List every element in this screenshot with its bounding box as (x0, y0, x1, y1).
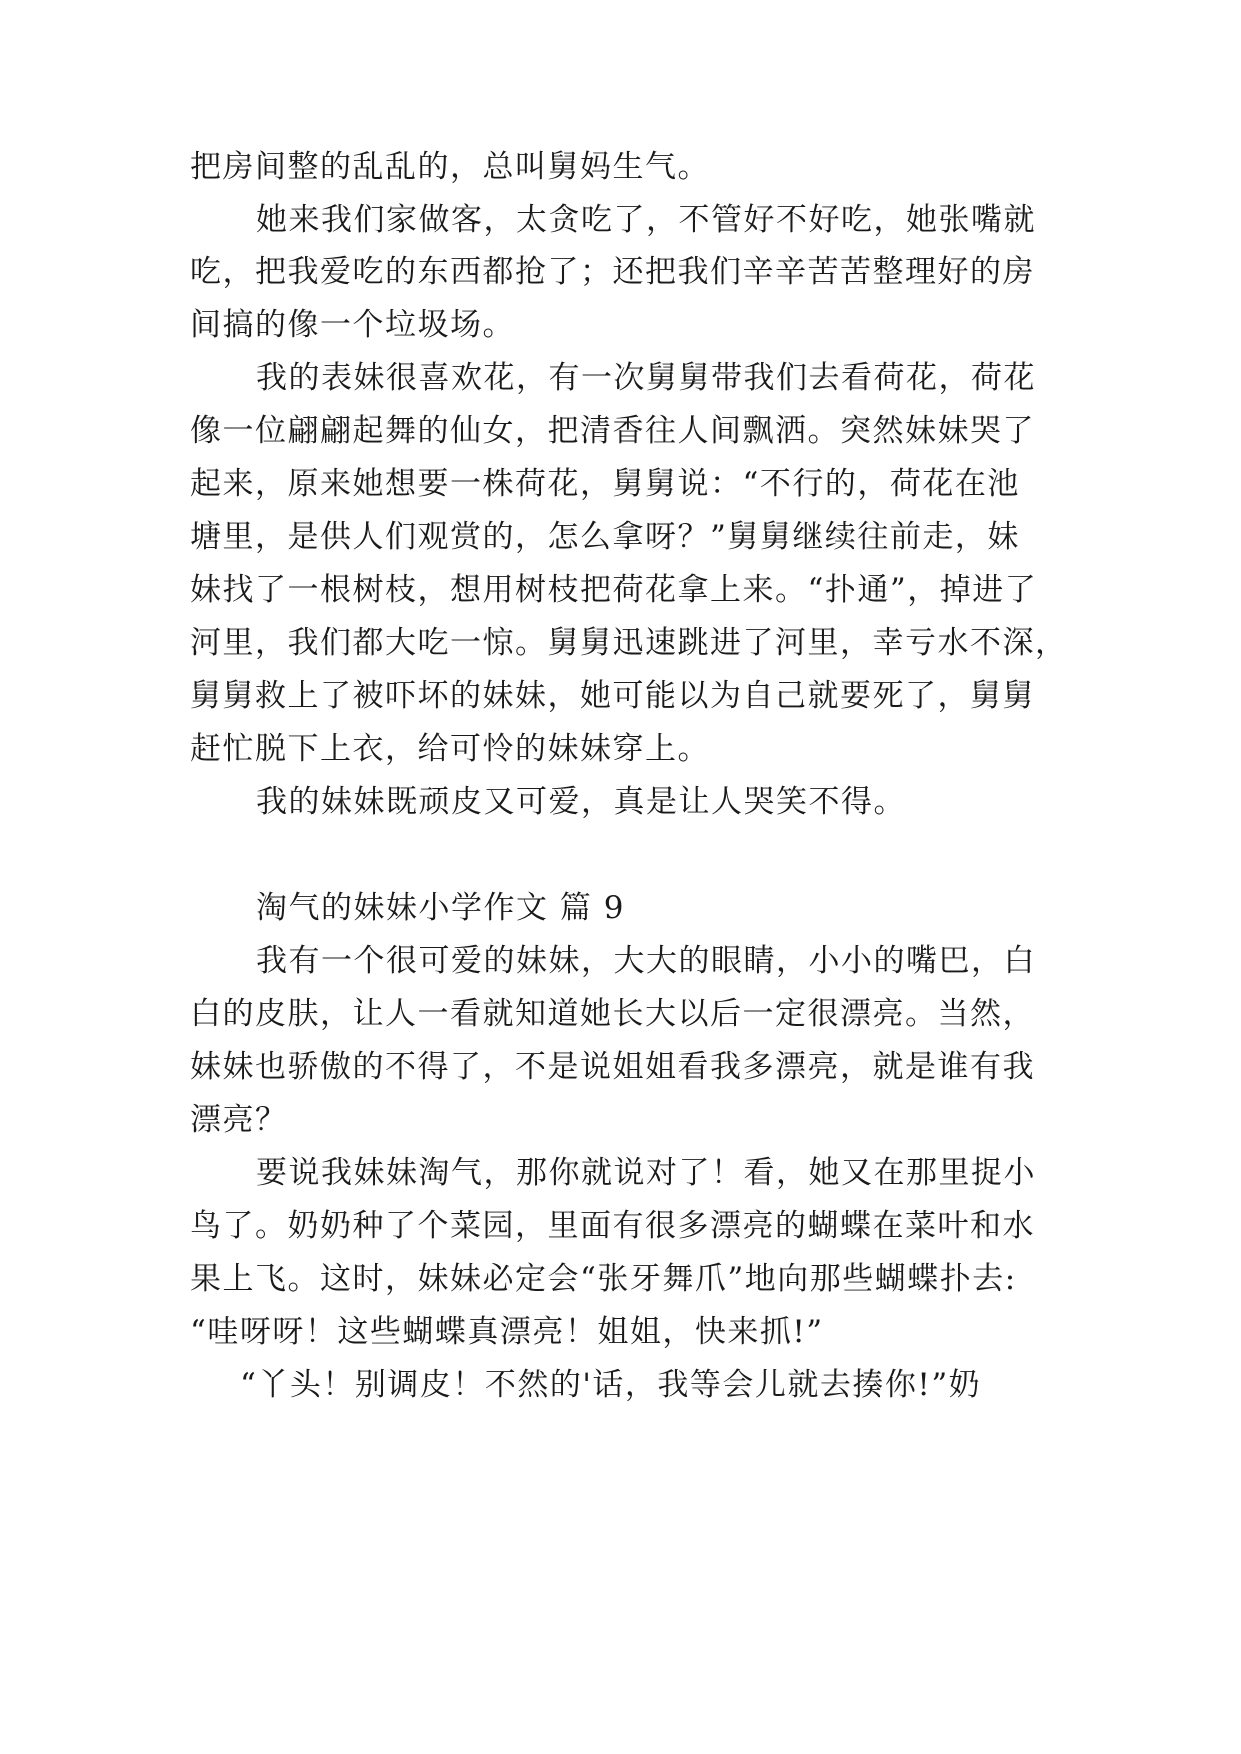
paragraph-start: 我的表妹很喜欢花，有一次舅舅带我们去看荷花，荷花 (256, 360, 1036, 396)
paragraph-start: 要说我妹妹淘气，那你就说对了！看，她又在那里捉小 (256, 1155, 1036, 1191)
text-line: 塘里，是供人们观赏的，怎么拿呀？”舅舅继续往前走，妹 (190, 519, 1020, 555)
text-line: 吃，把我爱吃的东西都抢了；还把我们辛辛苦苦整理好的房 (190, 254, 1035, 290)
text-line: 舅舅救上了被吓坏的妹妹，她可能以为自己就要死了，舅舅 (190, 678, 1035, 714)
text-line: 间搞的像一个垃圾场。 (190, 307, 515, 343)
text-line: 漂亮？ (190, 1102, 288, 1138)
text-line: 赶忙脱下上衣，给可怜的妹妹穿上。 (190, 731, 710, 767)
text-line: 鸟了。奶奶种了个菜园，里面有很多漂亮的蝴蝶在菜叶和水 (190, 1208, 1035, 1244)
paragraph-start: 我的妹妹既顽皮又可爱，真是让人哭笑不得。 (256, 784, 906, 820)
text-line: 妹妹也骄傲的不得了，不是说姐姐看我多漂亮，就是谁有我 (190, 1049, 1035, 1085)
text-line: 果上飞。这时，妹妹必定会“张牙舞爪”地向那些蝴蝶扑去: (190, 1261, 1017, 1297)
text-line: “哇呀呀！这些蝴蝶真漂亮！姐姐，快来抓!” (190, 1314, 824, 1350)
text-line: 起来，原来她想要一株荷花，舅舅说：“不行的，荷花在池 (190, 466, 1020, 502)
text-line: 妹找了一根树枝，想用树枝把荷花拿上来。“扑通”，掉进了 (190, 572, 1038, 608)
paragraph-start: 我有一个很可爱的妹妹，大大的眼睛，小小的嘴巴，白 (256, 943, 1036, 979)
text-line: 白的皮肤，让人一看就知道她长大以后一定很漂亮。当然， (190, 996, 1035, 1032)
paragraph-start: 她来我们家做客，太贪吃了，不管好不好吃，她张嘴就 (256, 202, 1036, 238)
text-line: 把房间整的乱乱的，总叫舅妈生气。 (190, 149, 710, 185)
text-line: 像一位翩翩起舞的仙女，把清香往人间飘洒。突然妹妹哭了 (190, 413, 1035, 449)
paragraph-start: “丫头！别调皮！不然的'话，我等会儿就去揍你!”奶 (240, 1367, 982, 1403)
text-line: 河里，我们都大吃一惊。舅舅迅速跳进了河里，幸亏水不深， (190, 625, 1068, 661)
section-heading: 淘气的妹妹小学作文 篇 9 (256, 890, 625, 926)
